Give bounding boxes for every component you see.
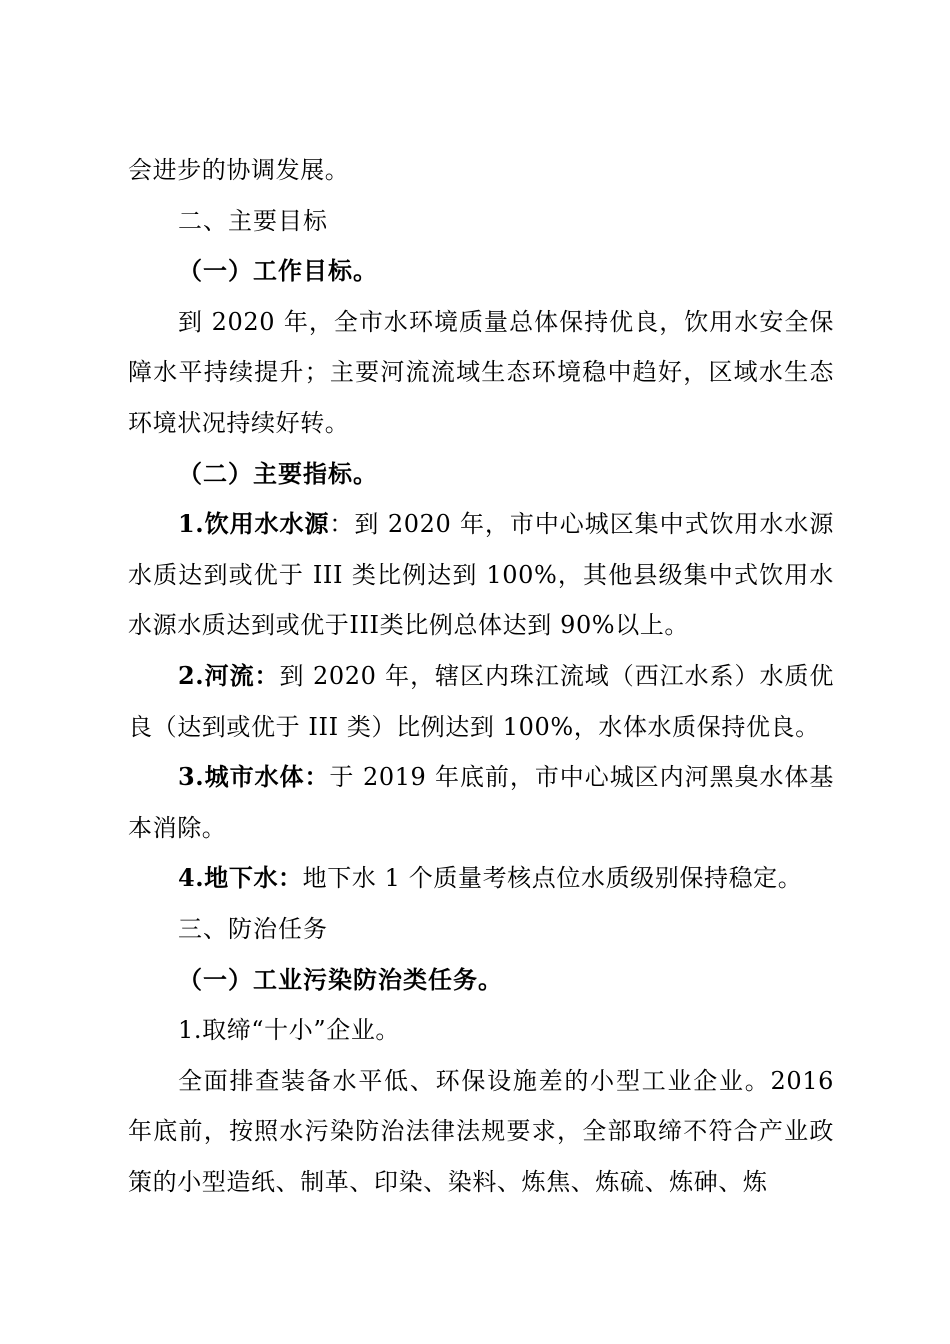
section-heading-tasks: 三、防治任务 bbox=[178, 914, 328, 943]
indicator-text: 到 2020 年，辖区内珠江流域（西江水系）水质优良（达到或优于 III 类）比例达到 100%，水体水质保持优良。 bbox=[128, 661, 834, 741]
indicator-item-drinking-water bbox=[128, 499, 834, 651]
document-page bbox=[128, 145, 834, 1207]
indicator-lead: 2.河流： bbox=[178, 660, 280, 690]
subsection-heading-industrial: （一）工业污染防治类任务。 bbox=[178, 964, 503, 994]
indicator-item-urban-water bbox=[128, 752, 834, 853]
indicator-text: 于 2019 年底前，市中心城区内河黑臭水体基本消除。 bbox=[128, 763, 834, 842]
indicator-lead: 3.城市水体： bbox=[178, 762, 330, 792]
indicator-lead: 4.地下水： bbox=[178, 863, 303, 893]
subsection-heading-work-goals: （一）工作目标。 bbox=[178, 256, 378, 286]
item-heading-ban-small-enterprises: 1.取缔“十小”企业。 bbox=[178, 1016, 401, 1045]
subsection-heading-main-indicators: （二）主要指标。 bbox=[178, 458, 378, 488]
indicator-item-rivers bbox=[128, 651, 834, 752]
indicator-text: ：到 2020 年，市中心城区集中式饮用水水源水质达到或优于 III 类比例达到 100%，其他县级集中式饮用水水源水质达到或优于III类比例总体达到 90%以上。 bbox=[128, 510, 834, 640]
paragraph-work-goals: 到 2020 年，全市水环境质量总体保持优良，饮用水安全保障水平持续提升；主要河流流域生态环境稳中趋好，区域水生态环境状况持续好转。 bbox=[128, 307, 834, 437]
indicator-item-groundwater bbox=[128, 853, 834, 904]
indicator-lead: 1.饮用水水源 bbox=[178, 509, 330, 539]
paragraph-continuation: 会进步的协调发展。 bbox=[128, 156, 350, 184]
indicator-text: 地下水 1 个质量考核点位水质级别保持稳定。 bbox=[302, 864, 803, 893]
section-heading-main-goals: 二、主要目标 bbox=[178, 206, 328, 235]
paragraph-ban-details: 全面排查装备水平低、环保设施差的小型工业企业。2016 年底前，按照水污染防治法律法规要求，全部取缔不符合产业政策的小型造纸、制革、印染、染料、炼焦、炼硫、炼砷、炼 bbox=[128, 1066, 834, 1196]
